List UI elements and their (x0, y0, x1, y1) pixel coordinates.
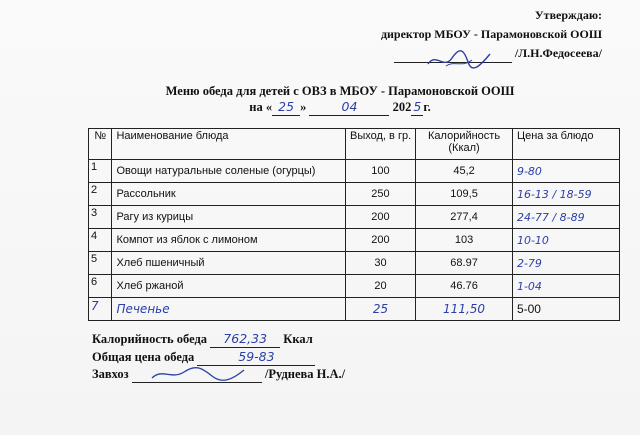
row-name: Печенье (112, 298, 345, 321)
row-calories: 45,2 (416, 160, 513, 183)
row-name: Рассольник (112, 183, 345, 206)
table-row (89, 206, 620, 229)
menu-table (88, 128, 620, 321)
row-name: Рагу из курицы (112, 206, 345, 229)
manager-label: Завхоз (92, 367, 129, 381)
manager-signature (132, 366, 262, 383)
director-signature (424, 48, 494, 70)
row-price: 10-10 (512, 229, 619, 252)
date-day: 25 (272, 99, 300, 116)
date-year-end: г. (423, 100, 431, 114)
row-name: Овощи натуральные соленые (огурцы) (112, 160, 345, 183)
row-calories: 111,50 (416, 298, 513, 321)
row-calories: 68.97 (416, 252, 513, 275)
header-calories: Калорийность (Ккал) (416, 129, 513, 160)
row-output: 200 (345, 206, 415, 229)
row-calories: 46.76 (416, 275, 513, 298)
row-output: 30 (345, 252, 415, 275)
approval-title: Утверждаю: (534, 8, 602, 22)
row-num: 1 (89, 160, 112, 183)
date-prefix: на « (249, 100, 273, 114)
header-price: Цена за блюдо (512, 129, 619, 160)
calories-unit: Ккал (283, 332, 313, 346)
price-label: Общая цена обеда (92, 350, 195, 364)
calories-value: 762,33 (210, 330, 280, 348)
row-name: Хлеб ржаной (112, 275, 345, 298)
row-calories: 109,5 (416, 183, 513, 206)
footer-calories (92, 330, 345, 348)
row-calories: 277,4 (416, 206, 513, 229)
row-price: 5-00 (512, 298, 619, 321)
row-num: 7 (89, 298, 112, 321)
header-name: Наименование блюда (112, 129, 345, 160)
row-output: 100 (345, 160, 415, 183)
header-num: № (89, 129, 112, 160)
row-price: 16-13 / 18-59 (512, 183, 619, 206)
row-price: 2-79 (512, 252, 619, 275)
row-output: 250 (345, 183, 415, 206)
table-row (89, 183, 620, 206)
table-row (89, 275, 620, 298)
row-output: 20 (345, 275, 415, 298)
row-price: 1-04 (512, 275, 619, 298)
date-year-prefix: 202 (392, 100, 412, 114)
footer-price (92, 348, 345, 366)
row-num: 2 (89, 183, 112, 206)
row-num: 6 (89, 275, 112, 298)
date-year-suffix: 5 (411, 99, 423, 116)
table-row (89, 160, 620, 183)
approval-position: директор МБОУ - Парамоновской ООШ (380, 27, 602, 41)
row-price: 24-77 / 8-89 (512, 206, 619, 229)
table-row (89, 229, 620, 252)
approval-director-name: /Л.Н.Федосеева/ (514, 46, 602, 60)
price-value: 59-83 (197, 348, 315, 366)
row-name: Компот из яблок с лимоном (112, 229, 345, 252)
row-calories: 103 (416, 229, 513, 252)
footer-manager (92, 366, 345, 383)
menu-title-line: Меню обеда для детей с ОВЗ в МБОУ - Парамоновской ООШ (165, 84, 515, 98)
row-num: 3 (89, 206, 112, 229)
row-output: 25 (345, 298, 415, 321)
menu-date-line (165, 99, 515, 116)
date-mid: » (300, 100, 307, 114)
row-num: 4 (89, 229, 112, 252)
row-price: 9-80 (512, 160, 619, 183)
menu-title (165, 83, 515, 116)
table-row (89, 298, 620, 321)
date-month: 04 (309, 99, 389, 116)
calories-label: Калорийность обеда (92, 332, 208, 346)
row-output: 200 (345, 229, 415, 252)
row-num: 5 (89, 252, 112, 275)
table-row (89, 252, 620, 275)
row-name: Хлеб пшеничный (112, 252, 345, 275)
footer-block (92, 330, 345, 383)
header-output: Выход, в гр. (345, 129, 415, 160)
manager-name: /Руднева Н.А./ (264, 367, 346, 381)
table-header-row (89, 129, 620, 160)
